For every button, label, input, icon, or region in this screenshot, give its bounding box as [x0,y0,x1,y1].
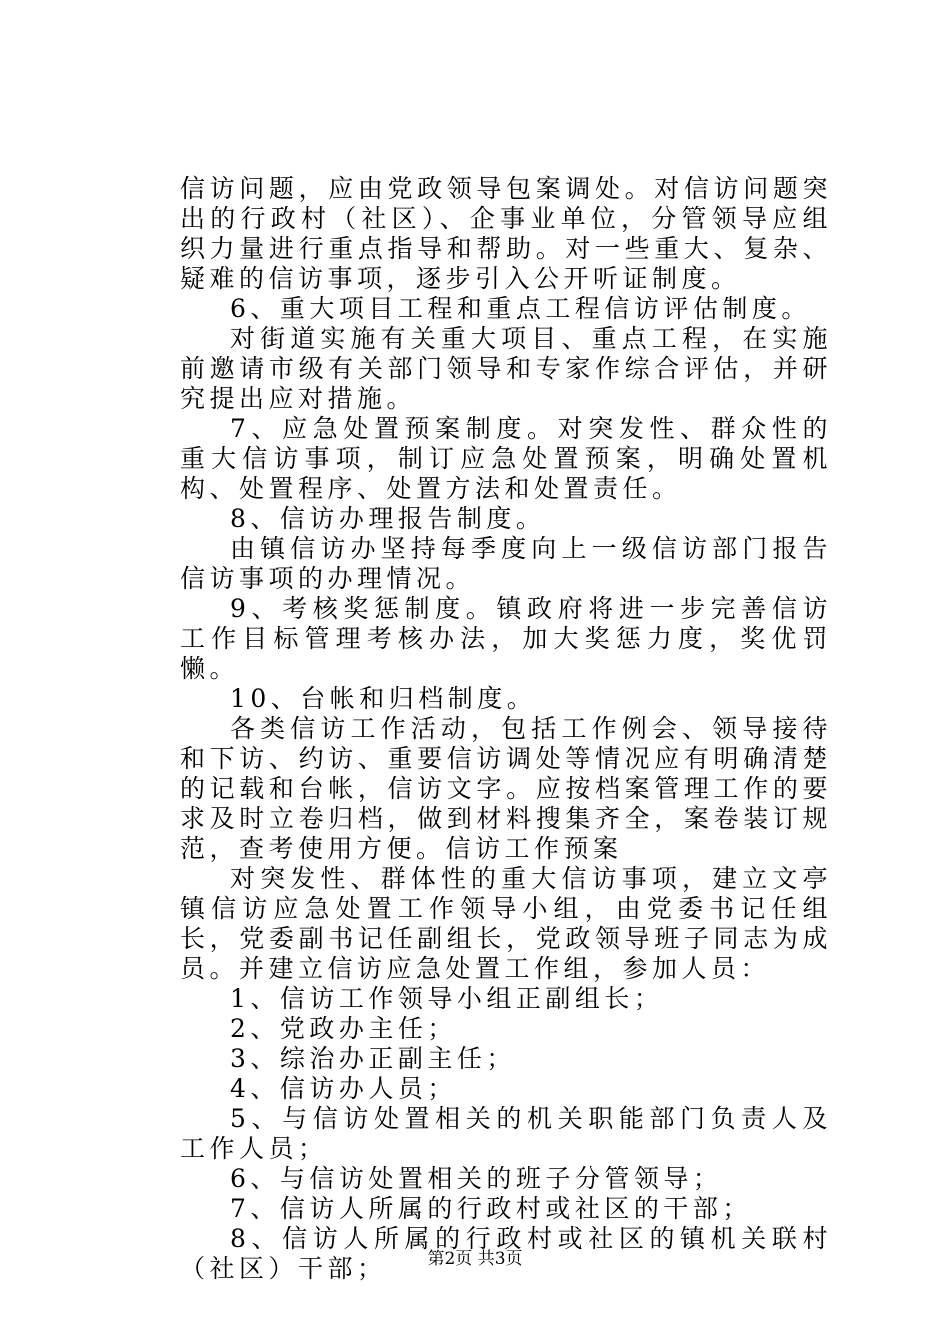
list-item-4: 4、信访办人员； [230,1074,457,1103]
paragraph-4: 7、应急处置预案制度。对突发性、群众性的重大信访事项，制订应急处置预案，明确处置机构、处置程序、处置方法和处置责任。 [180,414,832,503]
paragraph-9: 各类信访工作活动，包括工作例会、领导接待和下访、约访、重要信访调处等情况应有明确清楚的记载和台帐，信访文字。应按档案管理工作的要求及时立卷归档，做到材料搜集齐全，案卷装订规范，查考使用方便。信访工作预案 [180,714,832,863]
list-item-1: 1、信访工作领导小组正副组长； [230,984,664,1013]
list-item-5: 5、与信访处置相关的机关职能部门负责人及工作人员； [180,1104,832,1163]
list-item-6: 6、与信访处置相关的班子分管领导； [230,1164,723,1193]
list-item-2: 2、党政办主任； [230,1014,457,1043]
paragraph-8: 10、台帐和归档制度。 [230,684,537,713]
document-body [180,174,832,1284]
page-footer: 第2页 共3页 [427,1249,523,1269]
paragraph-10: 对突发性、群体性的重大信访事项，建立文亭镇信访应急处置工作领导小组，由党委书记任组长，党委副书记任副组长，党政领导班子同志为成员。并建立信访应急处置工作组，参加人员： [180,864,832,983]
list-item-7: 7、信访人所属的行政村或社区的干部； [230,1194,752,1223]
paragraph-1: 信访问题，应由党政领导包案调处。对信访问题突出的行政村（社区）、企事业单位，分管领导应组织力量进行重点指导和帮助。对一些重大、复杂、疑难的信访事项，逐步引入公开听证制度。 [180,174,832,293]
paragraph-7: 9、考核奖惩制度。镇政府将进一步完善信访工作目标管理考核办法，加大奖惩力度，奖优罚懒。 [180,594,832,683]
paragraph-6: 由镇信访办坚持每季度向上一级信访部门报告信访事项的办理情况。 [180,534,832,593]
list-item-3: 3、综治办正副主任； [230,1044,516,1073]
list-item-8: 8、信访人所属的行政村或社区的镇机关联村（社区）干部； [180,1224,832,1283]
paragraph-2: 6、重大项目工程和重点工程信访评估制度。 [230,294,811,323]
paragraph-5: 8、信访办理报告制度。 [230,504,546,533]
paragraph-3: 对街道实施有关重大项目、重点工程，在实施前邀请市级有关部门领导和专家作综合评估，并研究提出应对措施。 [180,324,832,413]
